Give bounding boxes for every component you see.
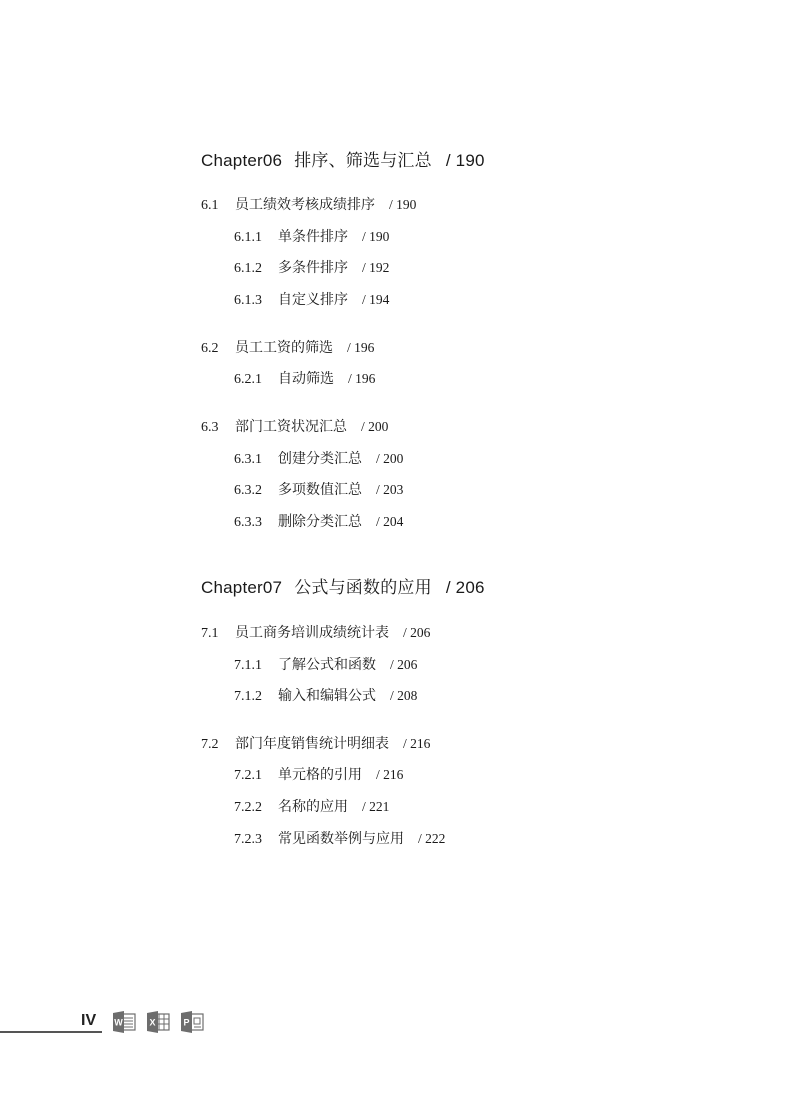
subsection-page: / 216 <box>376 767 404 782</box>
excel-icon <box>146 1011 170 1033</box>
subsection-title: 多项数值汇总 <box>278 482 362 498</box>
section-number: 6.1 <box>201 198 219 213</box>
section-title: 部门工资状况汇总 <box>235 419 347 435</box>
word-icon <box>112 1011 136 1033</box>
page-number: IV <box>81 1012 97 1029</box>
section-page: / 216 <box>403 736 431 751</box>
subsection-page: / 221 <box>362 799 390 814</box>
section-page: / 206 <box>403 625 431 640</box>
subsection-number: 7.2.3 <box>234 832 262 847</box>
subsection-page: / 192 <box>362 260 390 275</box>
subsection-title: 常见函数举例与应用 <box>278 831 404 847</box>
toc-section-7-2[interactable] <box>201 733 430 753</box>
toc-subsection-7-2-3[interactable] <box>234 828 445 848</box>
toc-subsection-7-2-1[interactable] <box>234 764 403 784</box>
chapter-heading-06[interactable] <box>201 146 485 171</box>
chapter-label: Chapter07 <box>201 578 283 597</box>
subsection-page: / 222 <box>418 831 446 846</box>
toc-subsection-6-1-3[interactable] <box>234 289 389 309</box>
section-title: 部门年度销售统计明细表 <box>235 736 389 752</box>
subsection-number: 6.1.3 <box>234 293 262 308</box>
subsection-title: 创建分类汇总 <box>278 451 362 467</box>
section-title: 员工绩效考核成绩排序 <box>235 197 375 213</box>
subsection-number: 7.1.2 <box>234 689 262 704</box>
footer-rule <box>0 1031 102 1033</box>
subsection-page: / 200 <box>376 451 404 466</box>
toc-subsection-7-1-1[interactable] <box>234 654 417 674</box>
subsection-title: 单元格的引用 <box>278 767 362 783</box>
subsection-page: / 190 <box>362 229 390 244</box>
subsection-title: 删除分类汇总 <box>278 514 362 530</box>
subsection-title: 自定义排序 <box>278 292 348 308</box>
subsection-title: 输入和编辑公式 <box>278 688 376 704</box>
subsection-number: 6.3.1 <box>234 452 262 467</box>
section-page: / 196 <box>347 340 375 355</box>
toc-subsection-6-2-1[interactable] <box>234 368 375 388</box>
chapter-page: / 190 <box>445 151 485 170</box>
subsection-title: 名称的应用 <box>278 799 348 815</box>
toc-section-6-2[interactable] <box>201 337 374 357</box>
chapter-heading-07[interactable] <box>201 573 485 598</box>
subsection-number: 6.3.3 <box>234 515 262 530</box>
section-number: 6.2 <box>201 341 219 356</box>
chapter-label: Chapter06 <box>201 151 283 170</box>
section-title: 员工工资的筛选 <box>235 340 333 356</box>
subsection-page: / 196 <box>348 371 376 386</box>
office-app-icons <box>112 1011 204 1033</box>
subsection-title: 单条件排序 <box>278 229 348 245</box>
toc-section-6-3[interactable] <box>201 416 388 436</box>
subsection-number: 7.1.1 <box>234 658 262 673</box>
subsection-page: / 206 <box>390 657 418 672</box>
chapter-page: / 206 <box>445 578 485 597</box>
subsection-number: 6.1.1 <box>234 230 262 245</box>
subsection-page: / 204 <box>376 514 404 529</box>
powerpoint-icon <box>180 1011 204 1033</box>
toc-section-7-1[interactable] <box>201 622 430 642</box>
subsection-page: / 208 <box>390 688 418 703</box>
subsection-page: / 203 <box>376 482 404 497</box>
svg-text:P: P <box>183 1017 190 1028</box>
section-title: 员工商务培训成绩统计表 <box>235 625 389 641</box>
section-number: 7.1 <box>201 626 219 641</box>
subsection-number: 6.3.2 <box>234 483 262 498</box>
subsection-number: 6.1.2 <box>234 261 262 276</box>
subsection-number: 7.2.2 <box>234 800 262 815</box>
toc-subsection-7-2-2[interactable] <box>234 796 389 816</box>
subsection-number: 7.2.1 <box>234 768 262 783</box>
section-page: / 200 <box>361 419 389 434</box>
toc-subsection-6-3-3[interactable] <box>234 511 403 531</box>
subsection-title: 了解公式和函数 <box>278 657 376 673</box>
toc-section-6-1[interactable] <box>201 194 416 214</box>
section-number: 6.3 <box>201 420 219 435</box>
toc-subsection-6-1-1[interactable] <box>234 226 389 246</box>
subsection-title: 自动筛选 <box>278 371 334 387</box>
toc-subsection-6-3-2[interactable] <box>234 479 403 499</box>
subsection-title: 多条件排序 <box>278 260 348 276</box>
subsection-number: 6.2.1 <box>234 372 262 387</box>
section-number: 7.2 <box>201 737 219 752</box>
toc-subsection-7-1-2[interactable] <box>234 685 417 705</box>
chapter-title: 排序、筛选与汇总 <box>294 151 432 171</box>
section-page: / 190 <box>389 197 417 212</box>
svg-text:W: W <box>114 1017 123 1028</box>
toc-subsection-6-1-2[interactable] <box>234 257 389 277</box>
svg-text:X: X <box>149 1017 156 1028</box>
toc-subsection-6-3-1[interactable] <box>234 448 403 468</box>
chapter-title: 公式与函数的应用 <box>294 578 432 598</box>
subsection-page: / 194 <box>362 292 390 307</box>
